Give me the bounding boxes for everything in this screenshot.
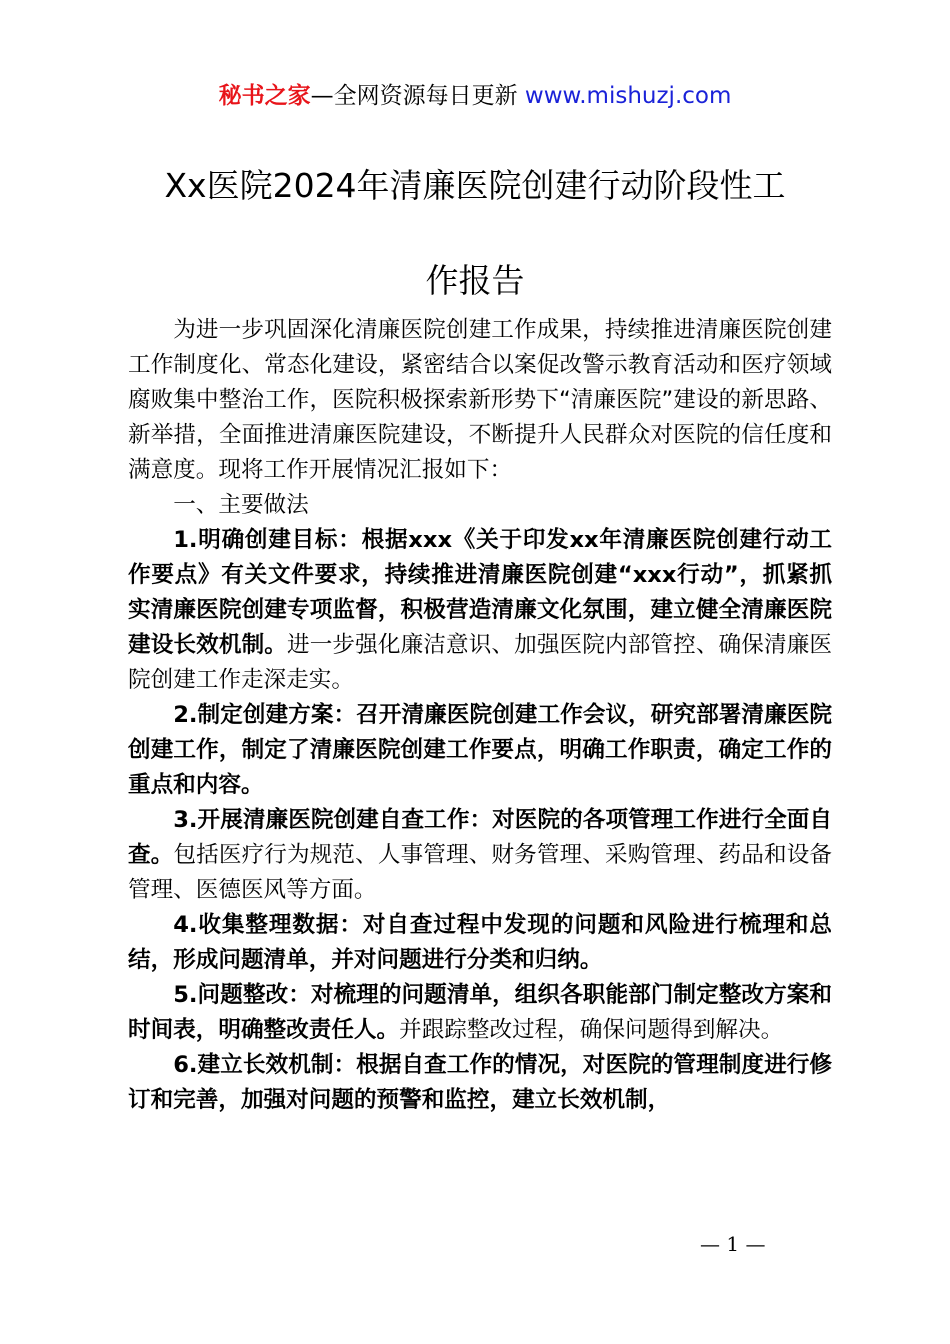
item-bold-text: 6.建立长效机制：根据自查工作的情况，对医院的管理制度进行修订和完善，加强对问题的预警和监控，建立长效机制， xyxy=(128,1052,832,1113)
banner-tagline: 全网资源每日更新 xyxy=(333,83,518,109)
item-bold-text: 2.制定创建方案：召开清廉医院创建工作会议，研究部署清廉医院创建工作，制定了清廉医院创建工作要点，明确工作职责，确定工作的重点和内容。 xyxy=(128,702,832,798)
item-paragraph-5 xyxy=(128,978,832,1048)
item-bold-text: 1.明确创建目标：根据xxx《关于印发xx年清廉医院创建行动工作要点》有关文件要求，持续推进清廉医院创建“xxx行动”，抓紧抓实清廉医院创建专项监督，积极营造清廉文化氛围，建立健全清廉医院建设长效机制。 xyxy=(128,527,832,658)
section-heading: 一、主要做法 xyxy=(173,492,309,518)
item-bold-text: 4.收集整理数据：对自查过程中发现的问题和风险进行梳理和总结，形成问题清单，并对问题进行分类和归纳。 xyxy=(128,912,832,973)
page-number: — 1 — xyxy=(700,1232,766,1256)
item-normal-text: 并跟踪整改过程，确保问题得到解决。 xyxy=(399,1017,784,1043)
item-normal-text: 进一步强化廉洁意识、加强医院内部管控、确保清廉医院创建工作走深走实。 xyxy=(128,632,833,693)
brand-name: 秘书之家 xyxy=(218,83,311,109)
item-paragraph-6 xyxy=(128,1048,832,1118)
item-bold-text: 3.开展清廉医院创建自查工作：对医院的各项管理工作进行全面自查。 xyxy=(128,807,832,868)
item-paragraph-2 xyxy=(128,698,832,803)
item-normal-text: 包括医疗行为规范、人事管理、财务管理、采购管理、药品和设备管理、医德医风等方面。 xyxy=(128,842,833,903)
item-paragraph-3 xyxy=(128,803,832,908)
document-body xyxy=(128,313,832,1118)
item-bold-text: 5.问题整改：对梳理的问题清单，组织各职能部门制定整改方案和时间表，明确整改责任人。 xyxy=(128,982,832,1043)
item-paragraph-4 xyxy=(128,908,832,978)
site-banner xyxy=(0,80,950,112)
item-paragraph-1 xyxy=(128,523,832,698)
banner-dash: — xyxy=(310,83,334,109)
intro-paragraph: 为进一步巩固深化清廉医院创建工作成果，持续推进清廉医院创建工作制度化、常态化建设，紧密结合以案促改警示教育活动和医疗领域腐败集中整治工作，医院积极探索新形势下“清廉医院”建设的新思路、新举措，全面推进清廉医院建设，不断提升人民群众对医院的信任度和满意度。现将工作开展情况汇报如下： xyxy=(128,317,832,483)
document-title-line2: 作报告 xyxy=(425,261,525,300)
document-title-line1: Xx医院2024年清廉医院创建行动阶段性工 xyxy=(164,166,786,205)
site-url-link[interactable]: www.mishuzj.com xyxy=(524,83,732,109)
